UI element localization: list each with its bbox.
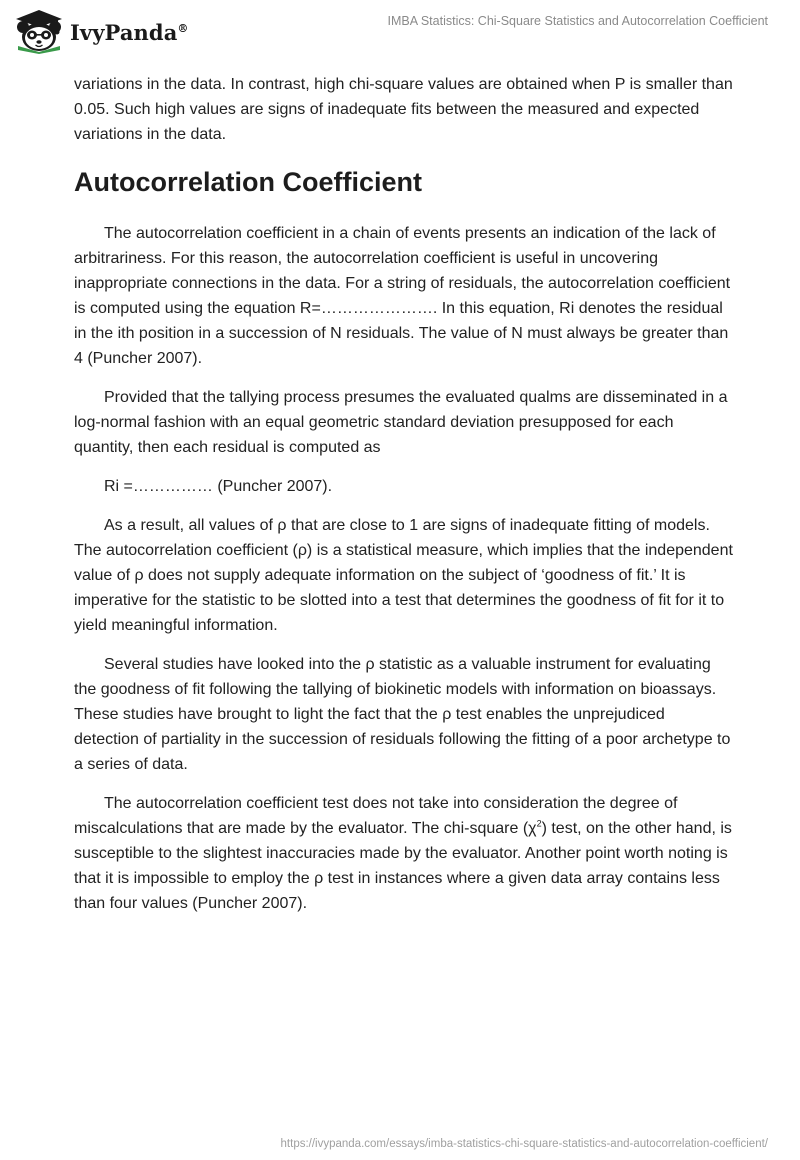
document-title: IMBA Statistics: Chi-Square Statistics and Autocorrelation Coefficient <box>387 14 768 28</box>
paragraph-2: Provided that the tallying process presumes the evaluated qualms are disseminated in a log-normal fashion with an equal geometric standard deviation presupposed for each quantity, then each residual is computed as <box>74 389 728 456</box>
panda-logo-icon <box>12 8 66 54</box>
paragraph-5: Several studies have looked into the ρ statistic as a valuable instrument for evaluating the goodness of fit following the tallying of biokinetic models with information on bioassays. These studies have brought to light the fact that the ρ test enables the unprejudiced detection of partiality in the succession of residuals following the fitting of a poor archetype to a series of data. <box>74 656 731 773</box>
article-body <box>74 72 734 930</box>
paragraph-6: The autocorrelation coefficient test does not take into consideration the degree of miscalculations that are made by the evaluator. The chi-square $(\chi^2)$ test, on the other hand, is susceptible to the slightest inaccuracies made by the evaluator. Another point worth noting is that it is impossible to employ the ρ test in instances where a given data array contains less than four values (Puncher 2007). <box>74 795 732 912</box>
paragraph-3: Ri =…………… (Puncher 2007). <box>104 478 333 495</box>
header <box>0 0 800 64</box>
footer-url[interactable]: https://ivypanda.com/essays/imba-statistics-chi-square-statistics-and-autocorrelation-coefficient/ <box>280 1138 768 1150</box>
paragraph-1: The autocorrelation coefficient in a chain of events presents an indication of the lack of arbitrariness. For this reason, the autocorrelation coefficient is useful in uncovering inappropriate connections in the data. For a string of residuals, the autocorrelation coefficient is computed using the equation R=…………………. In this equation, Ri denotes the residual in the ith position in a succession of N residuals. The value of N must always be greater than 4 (Puncher 2007). <box>74 225 731 367</box>
brand-name: IvyPanda® <box>70 19 189 45</box>
section-heading: Autocorrelation Coefficient <box>74 167 423 197</box>
logo[interactable] <box>12 8 189 54</box>
intro-paragraph: variations in the data. In contrast, high chi-square values are obtained when P is smaller than 0.05. Such high values are signs of inadequate fits between the measured and expected variations in the data. <box>74 76 733 143</box>
paragraph-4: As a result, all values of ρ that are close to 1 are signs of inadequate fitting of models. The autocorrelation coefficient (ρ) is a statistical measure, which implies that the independent value of ρ does not supply adequate information on the subject of ‘goodness of fit.’ It is imperative for the statistic to be slotted into a test that determines the goodness of fit for it to yield meaningful information. <box>74 517 733 634</box>
